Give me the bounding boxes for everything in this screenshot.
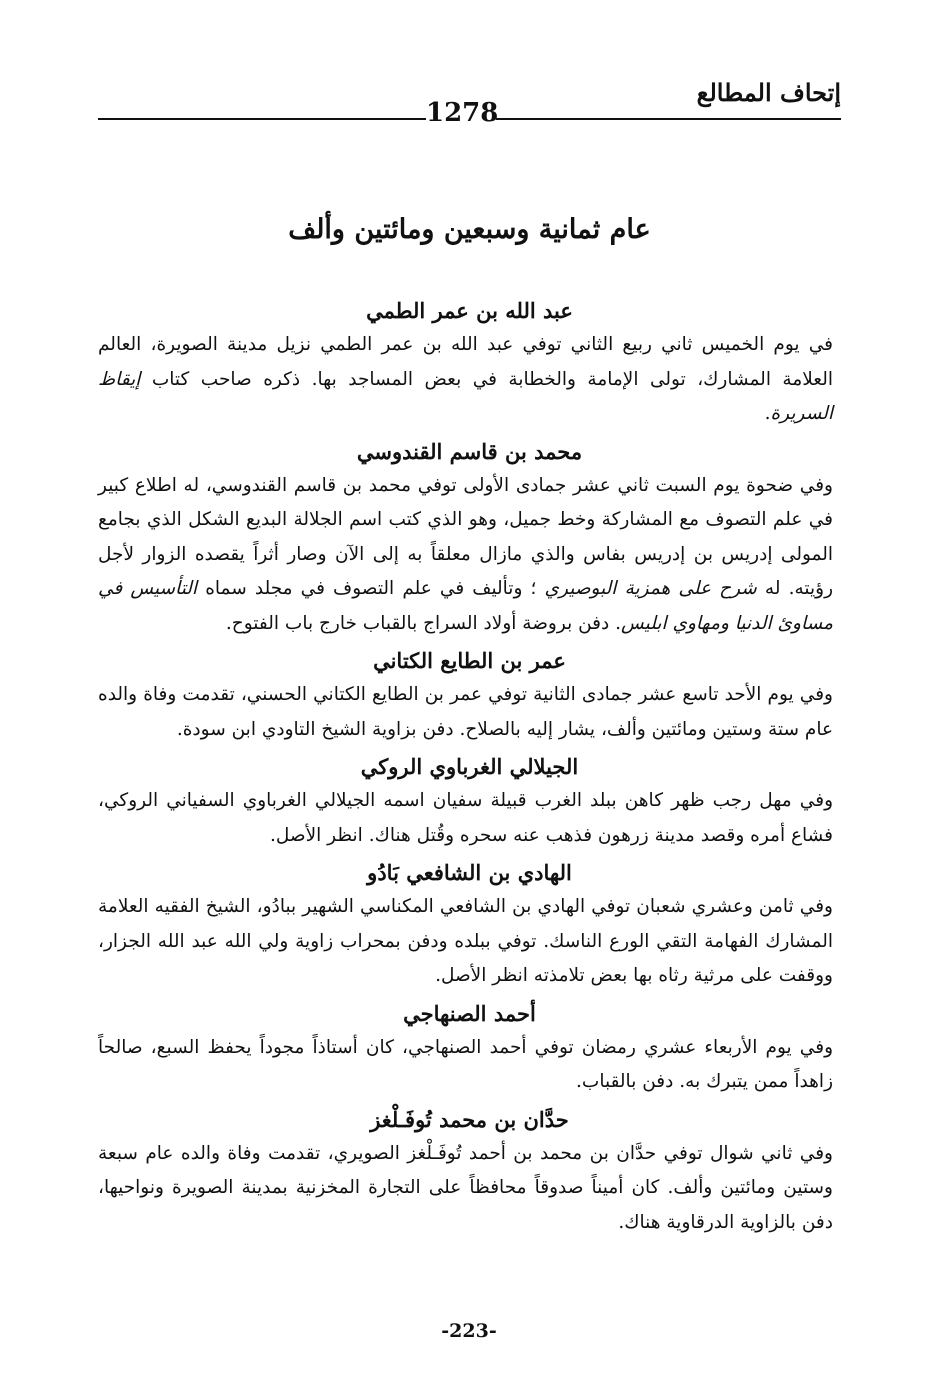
header-rule-left: [98, 118, 426, 120]
entry: [98, 435, 841, 642]
entry-title: عبد الله بن عمر الطمي: [366, 298, 573, 323]
entries-body: [98, 294, 841, 1243]
entry-title: أحمد الصنهاجي: [403, 1000, 536, 1026]
book-title: إيقاظ السريرة: [98, 368, 833, 424]
entry-text: وفي ثاني شوال توفي حدَّان بن محمد بن أحمد تُوفَـلْغز الصويري، تقدمت وفاة والده عام سبعة وستين ومائتين وألف. كان أميناً صدوقاً محافظاً على التجارة المخزنية بمدينة الصويرة ونواحيها، دفن بالزاوية الدرقاوية هناك.: [98, 1142, 833, 1233]
entry-title: الجيلالي الغرباوي الروكي: [360, 754, 579, 779]
folio-number: -223-: [441, 1320, 497, 1342]
book-title: شرح على همزية البوصيري: [544, 578, 757, 599]
entry-title: الهادي بن الشافعي بَادُو: [367, 860, 572, 885]
entry: [98, 294, 841, 432]
page-number: 1278: [426, 98, 499, 128]
entry: [98, 750, 841, 853]
entry-text-part: في يوم الخميس ثاني ربيع الثاني توفي عبد الله بن عمر الطمي نزيل مدينة الصويرة، العالم العلامة المشارك، تولى الإمامة والخطابة في بعض المساجد بها. ذكره صاحب كتاب: [98, 334, 833, 390]
year-title: عام ثمانية وسبعين ومائتين وألف: [288, 214, 651, 245]
entry: [98, 644, 841, 747]
entry: [98, 997, 841, 1100]
entry-text-part: وفي ضحوة يوم السبت ثاني عشر جمادى الأولى توفي محمد بن قاسم القندوسي، له اطلاع كبير في علم التصوف مع المشاركة وخط جميل، وهو الذي كتب اسم الجلالة البديع الشكل الذي بجامع المولى إدريس بن إدريس بفاس والذي مازال معلقاً به إلى الآن وصار أثراً يقصده الزوار لأجل رؤيته. له: [98, 474, 834, 599]
entry-text: وفي ثامن وعشري شعبان توفي الهادي بن الشافعي المكناسي الشهير ببادُو، الشيخ الفقيه العلامة المشارك الفهامة التقي الورع الناسك. توفي ببلده ودفن بمحراب زاوية ولي الله عبد الله الجزار، ووقفت على مرثية رثاه بها بعض تلامذته انظر الأصل.: [98, 896, 833, 986]
entry-text: [98, 469, 841, 642]
entry: [98, 856, 841, 994]
entry-text-part: ؛ وتأليف في علم التصوف في مجلد سماه: [205, 578, 537, 599]
entry: [98, 1103, 841, 1241]
entry-title: حدَّان بن محمد تُوفَـلْغز: [370, 1106, 569, 1132]
running-head: إتحاف المطالع: [696, 78, 841, 107]
entry-title: محمد بن قاسم القندوسي: [356, 438, 583, 464]
entry-text-part: . دفن بروضة أولاد السراج بالقباب خارج باب الفتوح.: [225, 612, 622, 634]
entry-text-part: .: [764, 403, 771, 424]
header-rule-right: [496, 118, 841, 120]
book-title: التأسيس في مساوئ الدنيا ومهاوي ابليس: [98, 578, 833, 634]
entry-text: [98, 328, 841, 432]
entry-text: وفي مهل رجب ظهر كاهن ببلد الغرب قبيلة سفيان اسمه الجيلالي الغرباوي السفياني الروكي، فشاع أمره وقصد مدينة زرهون فذهب عنه سحره وقُتل هناك. انظر الأصل.: [98, 790, 833, 846]
entry-title: عمر بن الطايع الكتاني: [373, 648, 566, 673]
entry-text: وفي يوم الأحد تاسع عشر جمادى الثانية توفي عمر بن الطايع الكتاني الحسني، تقدمت وفاة والده عام ستة وستين ومائتين وألف، يشار إليه بالصلاح. دفن بزاوية الشيخ التاودي ابن سودة.: [98, 684, 833, 740]
entry-text: وفي يوم الأربعاء عشري رمضان توفي أحمد الصنهاجي، كان أستاذاً مجوداً يحفظ السبع، صالحاً زاهداً ممن يتبرك به. دفن بالقباب.: [98, 1036, 833, 1092]
